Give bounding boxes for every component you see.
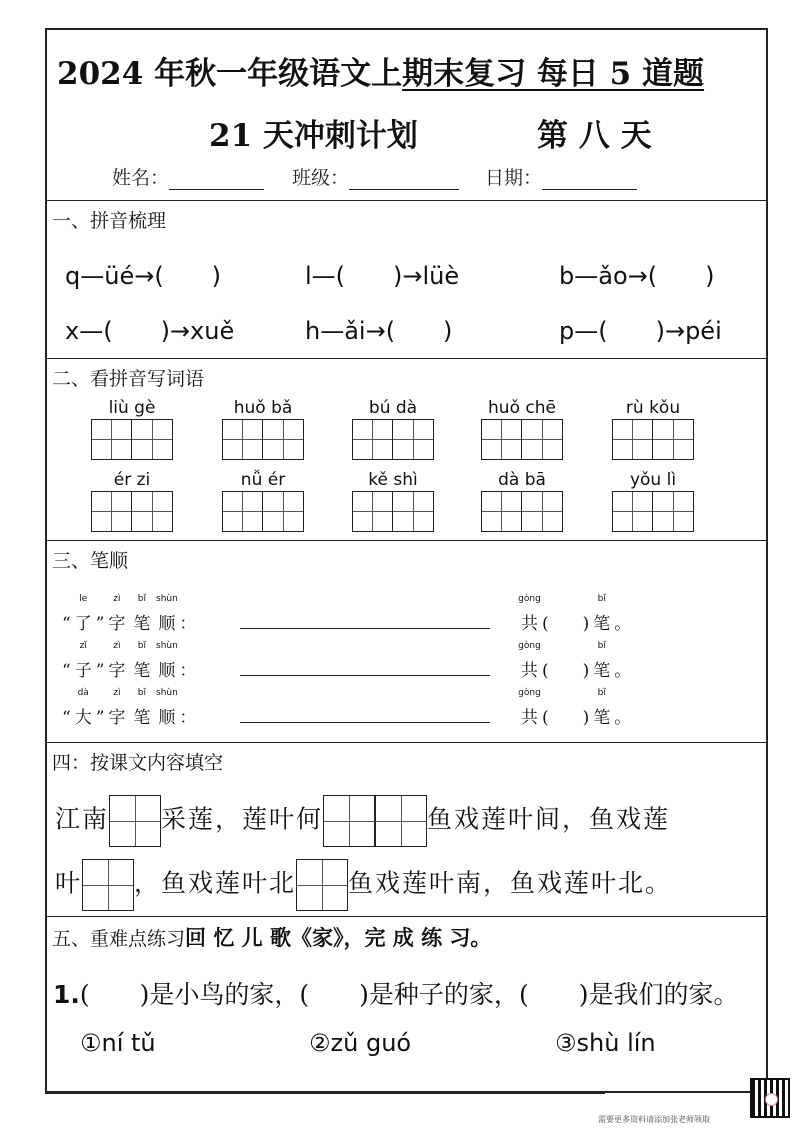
- bi-char: 笔: [133, 708, 151, 728]
- text-ye: 叶: [55, 868, 83, 898]
- gong-char: 共: [521, 661, 538, 681]
- writing-cell[interactable]: [612, 491, 653, 532]
- section4-title: 四：按课文内容填空: [52, 752, 224, 774]
- bi2-pinyin: bǐ: [597, 688, 606, 698]
- question-blank-1[interactable]: ( )是小鸟的家，: [79, 980, 300, 1009]
- question-blank-3[interactable]: ( )是我们的家。: [518, 980, 739, 1009]
- pinyin-item[interactable]: l—( )→lüè: [305, 262, 460, 290]
- fill-cell[interactable]: [109, 795, 161, 847]
- count-blank[interactable]: ( ): [542, 708, 590, 728]
- shun-pinyin: shùn: [156, 688, 178, 698]
- class-field[interactable]: [292, 163, 459, 190]
- word-grid[interactable]: [481, 469, 563, 532]
- section5-title-instruction: 回 忆 儿 歌《家》，完 成 练 习。: [185, 925, 492, 950]
- zi-pinyin: zì: [113, 641, 121, 651]
- shun-char: 顺: [158, 614, 176, 634]
- stroke-count: [517, 688, 632, 728]
- poem-line-2: [55, 859, 672, 911]
- writing-cell[interactable]: [522, 419, 563, 460]
- zi-pinyin: zì: [113, 688, 121, 698]
- day-label: 第 八 天: [537, 118, 652, 154]
- footer-divider: [45, 1093, 605, 1094]
- question-number: 1.: [53, 980, 80, 1009]
- count-blank[interactable]: ( ): [542, 614, 590, 634]
- gong-char: 共: [521, 708, 538, 728]
- shun-with-pinyin: [156, 641, 178, 681]
- writing-cell[interactable]: [393, 419, 434, 460]
- word-grid[interactable]: [352, 397, 434, 460]
- poem-line-1: [55, 795, 670, 847]
- word-pinyin: nǚ ér: [240, 470, 286, 490]
- writing-cell[interactable]: [653, 419, 694, 460]
- zi-char: 字: [108, 614, 126, 634]
- zi-pinyin: zì: [113, 594, 121, 604]
- bi-with-pinyin: [133, 688, 151, 728]
- bi-char: 笔: [133, 661, 151, 681]
- pinyin-item[interactable]: x—( )→xuě: [65, 317, 235, 345]
- writing-cell[interactable]: [653, 491, 694, 532]
- shun-with-pinyin: [156, 594, 178, 634]
- word-pinyin: dà bā: [498, 470, 546, 490]
- section-fill-in-text: [47, 742, 766, 917]
- stroke-count: [517, 594, 632, 634]
- writing-cell[interactable]: [91, 419, 132, 460]
- colon: ：: [179, 708, 197, 728]
- word-grid[interactable]: [612, 397, 694, 460]
- gong-with-pinyin: [518, 641, 541, 681]
- period: 。: [614, 614, 632, 634]
- word-grid[interactable]: [481, 397, 563, 460]
- class-label: 班级：: [292, 167, 350, 189]
- gong-pinyin: gòng: [518, 594, 541, 604]
- writing-cell[interactable]: [481, 419, 522, 460]
- zi-with-pinyin: [108, 688, 126, 728]
- word-grid[interactable]: [222, 397, 304, 460]
- gong-with-pinyin: [518, 594, 541, 634]
- fill-cell[interactable]: [375, 795, 427, 847]
- word-grid[interactable]: [222, 469, 304, 532]
- writing-cell[interactable]: [481, 491, 522, 532]
- section1-title: 一、拼音梳理: [52, 210, 167, 232]
- word-grid[interactable]: [91, 397, 173, 460]
- shun-char: 顺: [158, 708, 176, 728]
- writing-cell[interactable]: [132, 491, 173, 532]
- zi-with-pinyin: [108, 641, 126, 681]
- word-grid[interactable]: [612, 469, 694, 532]
- text-jiangnan: 江南: [55, 804, 110, 834]
- stroke-answer-line[interactable]: [240, 628, 490, 629]
- word-pinyin: liù gè: [108, 398, 156, 418]
- question-1: [53, 975, 738, 1011]
- section-write-words: [47, 358, 766, 541]
- gong-char: 共: [521, 614, 538, 634]
- gong-pinyin: gòng: [518, 688, 541, 698]
- stroke-count: [517, 641, 632, 681]
- word-pinyin: yǒu lì: [629, 470, 677, 490]
- bi2-pinyin: bǐ: [597, 594, 606, 604]
- fill-cell[interactable]: [323, 795, 375, 847]
- writing-cell[interactable]: [352, 491, 393, 532]
- word-pinyin: ér zi: [113, 470, 151, 490]
- text-yuxi: 鱼戏莲叶间，鱼戏莲: [427, 804, 671, 834]
- date-field[interactable]: [485, 163, 637, 190]
- quote-open: “: [62, 614, 71, 634]
- quote-close: ”: [95, 614, 105, 634]
- section-stroke-order: [47, 540, 766, 743]
- bi2-char: 笔: [593, 708, 611, 728]
- text-lianye: 采莲，莲叶何: [161, 804, 324, 834]
- bi2-with-pinyin: [593, 641, 611, 681]
- word-grid[interactable]: [352, 469, 434, 532]
- bi-pinyin: bǐ: [137, 594, 147, 604]
- zi-char: 字: [108, 708, 126, 728]
- word-pinyin: rù kǒu: [625, 398, 681, 418]
- section5-title-prefix: 五、重难点练习: [52, 928, 186, 950]
- zi-with-pinyin: [108, 594, 126, 634]
- name-field[interactable]: [112, 163, 264, 190]
- section2-title: 二、看拼音写词语: [52, 368, 205, 390]
- char-with-pinyin: [74, 688, 92, 728]
- page-title: [57, 48, 704, 93]
- bi2-char: 笔: [593, 614, 611, 634]
- question-blank-2[interactable]: ( )是种子的家，: [299, 980, 519, 1009]
- stroke-row: [62, 688, 197, 728]
- plan-subtitle: 21 天冲刺计划: [209, 118, 418, 154]
- target-char: 大: [74, 708, 92, 728]
- bi2-with-pinyin: [593, 688, 611, 728]
- quote-open: “: [62, 708, 71, 728]
- char-with-pinyin: [74, 641, 92, 681]
- writing-cell[interactable]: [393, 491, 434, 532]
- pinyin-item[interactable]: b—ǎo→( ): [559, 262, 715, 290]
- quote-close: ”: [95, 708, 105, 728]
- date-label: 日期：: [485, 167, 543, 189]
- section5-title: [52, 922, 491, 952]
- word-pinyin: kě shì: [368, 470, 418, 490]
- bi-pinyin: bǐ: [137, 688, 147, 698]
- writing-cell[interactable]: [91, 491, 132, 532]
- word-pinyin: huǒ bǎ: [233, 398, 293, 418]
- word-grid[interactable]: [91, 469, 173, 532]
- target-char: 子: [74, 661, 92, 681]
- colon: ：: [179, 661, 197, 681]
- char-pinyin: dà: [77, 688, 89, 698]
- section-pinyin-review: [47, 200, 766, 359]
- stroke-row: [62, 594, 197, 634]
- shun-char: 顺: [158, 661, 176, 681]
- shun-with-pinyin: [156, 688, 178, 728]
- section3-title: 三、笔顺: [52, 550, 129, 572]
- class-blank[interactable]: [349, 169, 459, 190]
- pinyin-item[interactable]: q—üé→( ): [65, 262, 222, 290]
- writing-cell[interactable]: [132, 419, 173, 460]
- stroke-answer-line[interactable]: [240, 675, 490, 676]
- writing-cell[interactable]: [263, 491, 304, 532]
- date-blank[interactable]: [542, 169, 637, 190]
- writing-cell[interactable]: [222, 419, 263, 460]
- gong-with-pinyin: [518, 688, 541, 728]
- shun-pinyin: shùn: [156, 641, 178, 651]
- option-1[interactable]: ①ní tǔ: [80, 1029, 156, 1057]
- writing-cell[interactable]: [222, 491, 263, 532]
- section-key-practice: [47, 916, 766, 1094]
- gong-pinyin: gòng: [518, 641, 541, 651]
- pinyin-item[interactable]: h—ǎi→( ): [305, 317, 453, 345]
- footer-note: 需要更多资料请添加张老师领取: [598, 1115, 710, 1124]
- text-yuxi-nan: 鱼戏莲叶南，鱼戏莲叶北。: [348, 868, 673, 898]
- fill-cell[interactable]: [82, 859, 134, 911]
- quote-open: “: [62, 661, 71, 681]
- writing-cell[interactable]: [263, 419, 304, 460]
- worksheet: [45, 28, 768, 1093]
- text-yuxi-bei: ，鱼戏莲叶北: [134, 868, 297, 898]
- bi2-pinyin: bǐ: [597, 641, 606, 651]
- colon: ：: [179, 614, 197, 634]
- bi2-char: 笔: [593, 661, 611, 681]
- fill-cell[interactable]: [296, 859, 348, 911]
- char-pinyin: zǐ: [79, 641, 87, 651]
- qr-code-icon[interactable]: [750, 1078, 790, 1118]
- qr-avatar: [765, 1093, 778, 1106]
- target-char: 了: [74, 614, 92, 634]
- bi2-with-pinyin: [593, 594, 611, 634]
- bi-pinyin: bǐ: [137, 641, 147, 651]
- name-blank[interactable]: [169, 169, 264, 190]
- word-pinyin: huǒ chē: [488, 398, 556, 418]
- zi-char: 字: [108, 661, 126, 681]
- bi-char: 笔: [133, 614, 151, 634]
- option-2[interactable]: ②zǔ guó: [309, 1029, 412, 1057]
- bi-with-pinyin: [133, 594, 151, 634]
- stroke-row: [62, 641, 197, 681]
- word-pinyin: bú dà: [368, 398, 418, 418]
- char-pinyin: le: [79, 594, 88, 604]
- pinyin-item[interactable]: p—( )→péi: [559, 317, 722, 345]
- writing-cell[interactable]: [522, 491, 563, 532]
- period: 。: [614, 708, 632, 728]
- period: 。: [614, 661, 632, 681]
- title-prefix: 2024 年秋一年级语文上: [57, 56, 403, 92]
- count-blank[interactable]: ( ): [542, 661, 590, 681]
- writing-cell[interactable]: [612, 419, 653, 460]
- char-with-pinyin: [74, 594, 92, 634]
- quote-close: ”: [95, 661, 105, 681]
- title-underlined: 期末复习 每日 5 道题: [402, 56, 705, 92]
- stroke-answer-line[interactable]: [240, 722, 490, 723]
- shun-pinyin: shùn: [156, 594, 178, 604]
- option-3[interactable]: ③shù lín: [555, 1029, 656, 1057]
- writing-cell[interactable]: [352, 419, 393, 460]
- bi-with-pinyin: [133, 641, 151, 681]
- name-label: 姓名：: [112, 167, 170, 189]
